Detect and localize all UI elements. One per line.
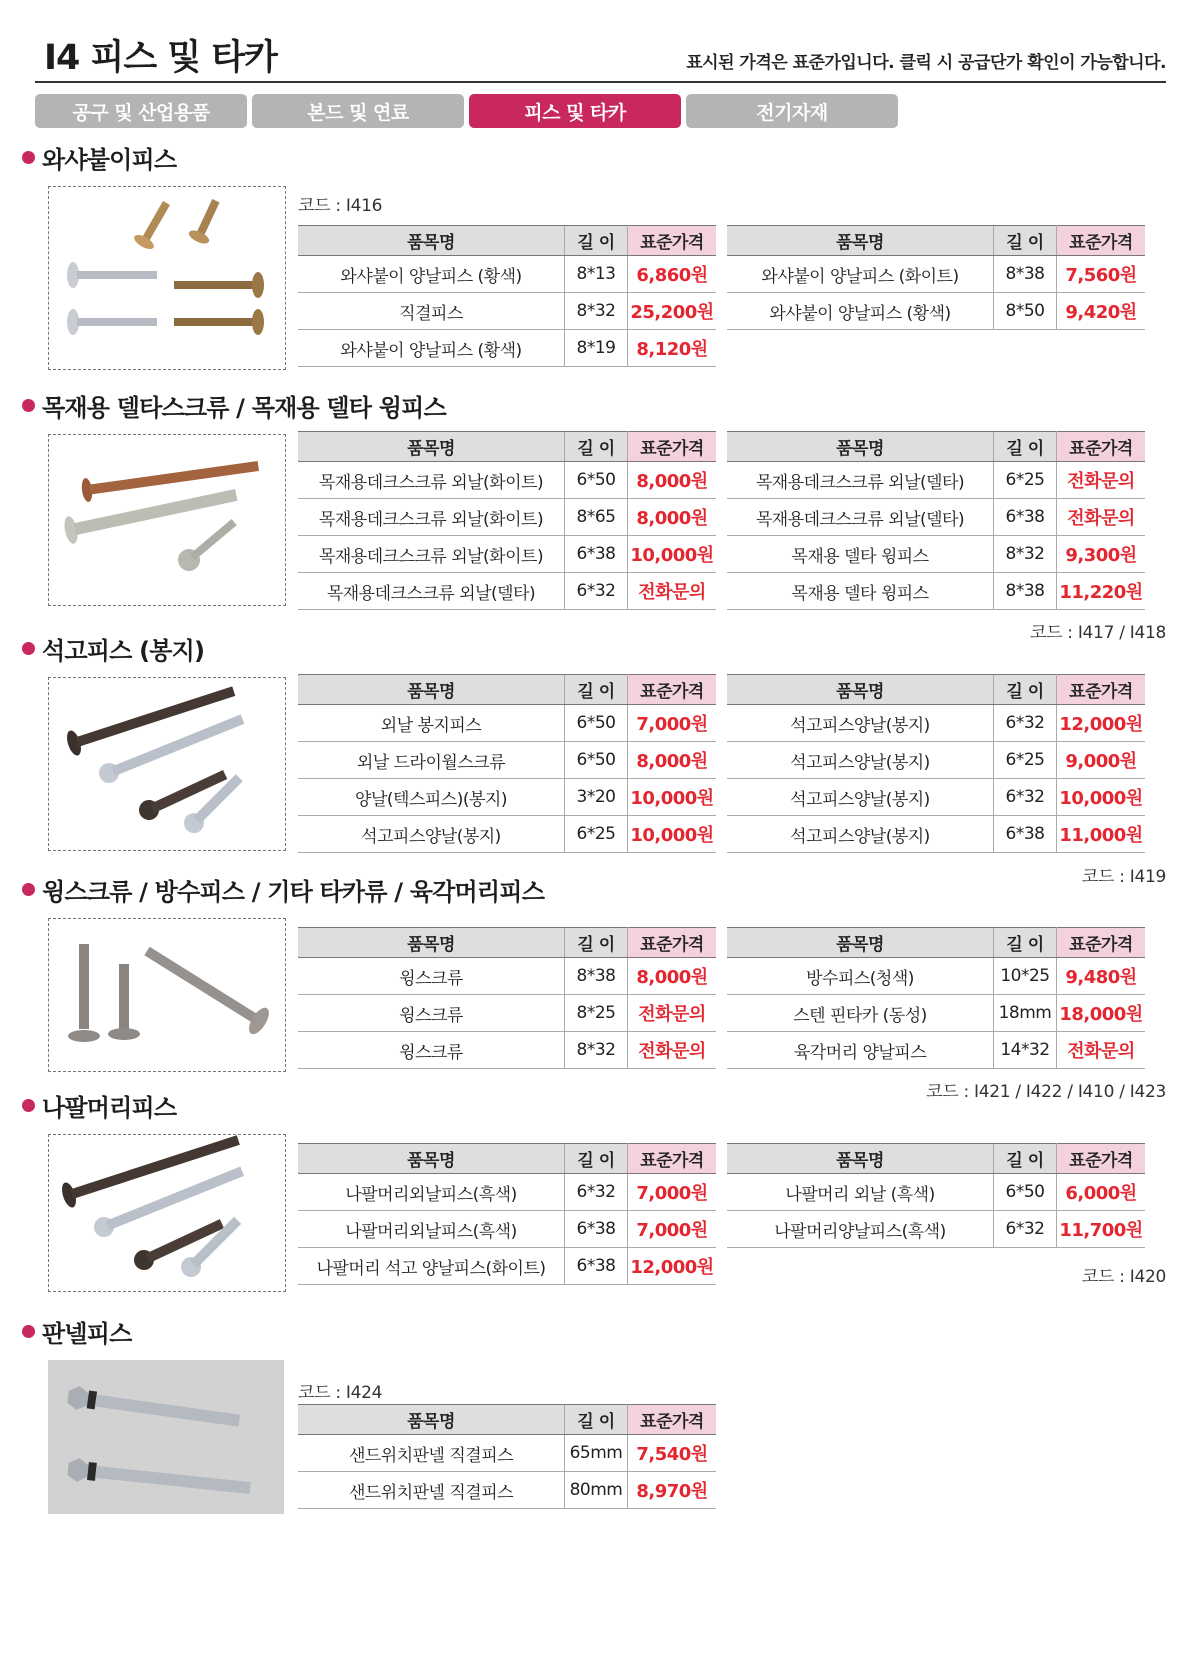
price-table-right bbox=[727, 1143, 1145, 1248]
price-table-left bbox=[298, 1143, 716, 1285]
item-name: 목재용데크스크류 외날(화이트) bbox=[298, 462, 565, 499]
item-price[interactable]: 12,000원 bbox=[1057, 705, 1146, 742]
table-row[interactable] bbox=[298, 779, 716, 816]
item-name: 윙스크류 bbox=[298, 995, 565, 1032]
col-header-length: 길 이 bbox=[565, 226, 628, 256]
col-header-length: 길 이 bbox=[994, 432, 1057, 462]
item-price[interactable]: 8,970원 bbox=[628, 1472, 717, 1509]
table-row[interactable] bbox=[727, 816, 1145, 853]
product-image-deck-screws bbox=[48, 434, 286, 606]
item-length: 6*32 bbox=[994, 1211, 1057, 1248]
item-name: 양날(텍스피스)(봉지) bbox=[298, 779, 565, 816]
item-name: 나팔머리 석고 양날피스(화이트) bbox=[298, 1248, 565, 1285]
item-name: 와샤붙이 양날피스 (황색) bbox=[727, 293, 994, 330]
bullet-icon bbox=[22, 399, 35, 412]
section-title-wing-screws: 윙스크류 / 방수피스 / 기타 타카류 / 육각머리피스 bbox=[22, 872, 544, 907]
item-name: 목재용데크스크류 외날(델타) bbox=[298, 573, 565, 610]
item-length: 6*32 bbox=[994, 779, 1057, 816]
item-price[interactable]: 10,000원 bbox=[628, 536, 717, 573]
tab-bond[interactable]: 본드 및 연료 bbox=[252, 94, 464, 128]
item-length: 6*50 bbox=[994, 1174, 1057, 1211]
table-row[interactable] bbox=[298, 499, 716, 536]
table-row[interactable] bbox=[298, 330, 716, 367]
item-length: 6*25 bbox=[994, 742, 1057, 779]
table-row[interactable] bbox=[727, 1211, 1145, 1248]
bullet-icon bbox=[22, 1325, 35, 1338]
table-row[interactable] bbox=[727, 958, 1145, 995]
table-row[interactable] bbox=[298, 256, 716, 293]
item-length: 8*65 bbox=[565, 499, 628, 536]
product-code: 코드 : I424 bbox=[298, 1383, 383, 1403]
tab-tools[interactable]: 공구 및 산업용품 bbox=[35, 94, 247, 128]
bugle-head-screws-icon bbox=[49, 1135, 285, 1291]
item-name: 나팔머리외날피스(흑색) bbox=[298, 1211, 565, 1248]
product-code: 코드 : I421 / I422 / I410 / I423 bbox=[926, 1082, 1166, 1102]
col-header-price: 표준가격 bbox=[628, 928, 717, 958]
item-length: 6*32 bbox=[994, 705, 1057, 742]
panel-screws-icon bbox=[48, 1360, 284, 1514]
item-name: 목재용데크스크류 외날(델타) bbox=[727, 462, 994, 499]
item-length: 6*25 bbox=[565, 816, 628, 853]
col-header-length: 길 이 bbox=[994, 1144, 1057, 1174]
item-length: 8*32 bbox=[565, 293, 628, 330]
item-name: 석고피스양날(봉지) bbox=[727, 705, 994, 742]
col-header-name: 품목명 bbox=[727, 432, 994, 462]
item-price[interactable]: 6,000원 bbox=[1057, 1174, 1146, 1211]
price-table-right bbox=[727, 674, 1145, 853]
product-image-wing-screws bbox=[48, 918, 286, 1072]
col-header-price: 표준가격 bbox=[1057, 226, 1146, 256]
col-header-price: 표준가격 bbox=[1057, 432, 1146, 462]
item-price[interactable]: 전화문의 bbox=[1057, 499, 1146, 536]
item-length: 18mm bbox=[994, 995, 1057, 1032]
table-row[interactable] bbox=[727, 995, 1145, 1032]
item-length: 65mm bbox=[565, 1435, 628, 1472]
col-header-length: 길 이 bbox=[565, 432, 628, 462]
item-name: 석고피스양날(봉지) bbox=[298, 816, 565, 853]
table-row[interactable] bbox=[298, 1435, 716, 1472]
table-row[interactable] bbox=[727, 499, 1145, 536]
item-price[interactable]: 10,000원 bbox=[628, 816, 717, 853]
item-name: 와샤붙이 양날피스 (황색) bbox=[298, 256, 565, 293]
price-table-left bbox=[298, 1404, 716, 1509]
table-row[interactable] bbox=[298, 1211, 716, 1248]
col-header-name: 품목명 bbox=[727, 226, 994, 256]
item-length: 6*50 bbox=[565, 462, 628, 499]
item-length: 8*38 bbox=[565, 958, 628, 995]
table-row[interactable] bbox=[727, 705, 1145, 742]
item-length: 6*38 bbox=[565, 1248, 628, 1285]
product-code: 코드 : I416 bbox=[298, 196, 383, 216]
item-length: 8*13 bbox=[565, 256, 628, 293]
table-row[interactable] bbox=[727, 1174, 1145, 1211]
item-length: 6*50 bbox=[565, 705, 628, 742]
item-name: 외날 드라이월스크류 bbox=[298, 742, 565, 779]
item-name: 윙스크류 bbox=[298, 958, 565, 995]
item-name: 목재용데크스크류 외날(델타) bbox=[727, 499, 994, 536]
col-header-name: 품목명 bbox=[298, 1405, 565, 1435]
product-code: 코드 : I417 / I418 bbox=[1029, 623, 1166, 643]
tab-screws[interactable]: 피스 및 타카 bbox=[469, 94, 681, 128]
col-header-length: 길 이 bbox=[565, 928, 628, 958]
item-price[interactable]: 7,000원 bbox=[628, 1174, 717, 1211]
item-name: 목재용 델타 윙피스 bbox=[727, 536, 994, 573]
table-row[interactable] bbox=[298, 536, 716, 573]
col-header-length: 길 이 bbox=[565, 1144, 628, 1174]
item-price[interactable]: 9,420원 bbox=[1057, 293, 1146, 330]
washer-screws-icon bbox=[49, 187, 285, 369]
col-header-name: 품목명 bbox=[727, 675, 994, 705]
item-length: 8*25 bbox=[565, 995, 628, 1032]
product-image-bugle-head-screws bbox=[48, 1134, 286, 1292]
table-row[interactable] bbox=[727, 1032, 1145, 1069]
table-row[interactable] bbox=[298, 705, 716, 742]
table-row[interactable] bbox=[298, 573, 716, 610]
item-name: 스텐 핀타카 (동성) bbox=[727, 995, 994, 1032]
col-header-price: 표준가격 bbox=[1057, 928, 1146, 958]
product-image-washer-screws bbox=[48, 186, 286, 370]
table-row[interactable] bbox=[298, 958, 716, 995]
price-table-right bbox=[727, 927, 1145, 1069]
item-price[interactable]: 전화문의 bbox=[1057, 1032, 1146, 1069]
bullet-icon bbox=[22, 151, 35, 164]
item-name: 석고피스양날(봉지) bbox=[727, 779, 994, 816]
col-header-name: 품목명 bbox=[727, 928, 994, 958]
product-image-drywall-screws bbox=[48, 677, 286, 851]
section-title-panel-screws: 판넬피스 bbox=[22, 1314, 132, 1349]
item-price[interactable]: 8,000원 bbox=[628, 499, 717, 536]
item-price[interactable]: 전화문의 bbox=[1057, 462, 1146, 499]
table-row[interactable] bbox=[298, 293, 716, 330]
col-header-name: 품목명 bbox=[298, 1144, 565, 1174]
item-length: 6*32 bbox=[565, 573, 628, 610]
item-name: 샌드위치판넬 직결피스 bbox=[298, 1472, 565, 1509]
table-row[interactable] bbox=[298, 1032, 716, 1069]
item-price[interactable]: 8,000원 bbox=[628, 742, 717, 779]
table-row[interactable] bbox=[727, 462, 1145, 499]
page-title: I4 피스 및 타카 bbox=[44, 38, 277, 78]
item-name: 육각머리 양날피스 bbox=[727, 1032, 994, 1069]
item-price[interactable]: 8,000원 bbox=[628, 958, 717, 995]
item-price[interactable]: 11,700원 bbox=[1057, 1211, 1146, 1248]
item-length: 8*32 bbox=[565, 1032, 628, 1069]
item-length: 6*38 bbox=[565, 536, 628, 573]
col-header-length: 길 이 bbox=[994, 226, 1057, 256]
table-row[interactable] bbox=[298, 816, 716, 853]
item-length: 6*38 bbox=[994, 816, 1057, 853]
item-price[interactable]: 7,560원 bbox=[1057, 256, 1146, 293]
item-length: 6*38 bbox=[994, 499, 1057, 536]
item-name: 나팔머리 외날 (흑색) bbox=[727, 1174, 994, 1211]
item-length: 8*50 bbox=[994, 293, 1057, 330]
col-header-name: 품목명 bbox=[298, 226, 565, 256]
col-header-price: 표준가격 bbox=[1057, 675, 1146, 705]
price-table-left bbox=[298, 674, 716, 853]
item-price[interactable]: 9,480원 bbox=[1057, 958, 1146, 995]
table-row[interactable] bbox=[727, 256, 1145, 293]
tab-electrical[interactable]: 전기자재 bbox=[686, 94, 898, 128]
item-name: 목재용데크스크류 외날(화이트) bbox=[298, 536, 565, 573]
item-price[interactable]: 8,000원 bbox=[628, 462, 717, 499]
bullet-icon bbox=[22, 883, 35, 896]
section-title-washer: 와샤붙이피스 bbox=[22, 140, 176, 175]
item-name: 목재용데크스크류 외날(화이트) bbox=[298, 499, 565, 536]
item-name: 직결피스 bbox=[298, 293, 565, 330]
section-title-drywall: 석고피스 (봉지) bbox=[22, 631, 204, 666]
item-name: 석고피스양날(봉지) bbox=[727, 742, 994, 779]
item-length: 3*20 bbox=[565, 779, 628, 816]
price-table-right bbox=[727, 431, 1145, 610]
item-length: 6*50 bbox=[565, 742, 628, 779]
col-header-price: 표준가격 bbox=[628, 226, 717, 256]
item-price[interactable]: 12,000원 bbox=[628, 1248, 717, 1285]
item-price[interactable]: 11,000원 bbox=[1057, 816, 1146, 853]
item-price[interactable]: 9,000원 bbox=[1057, 742, 1146, 779]
table-row[interactable] bbox=[298, 742, 716, 779]
col-header-length: 길 이 bbox=[565, 675, 628, 705]
table-row[interactable] bbox=[727, 779, 1145, 816]
table-row[interactable] bbox=[727, 293, 1145, 330]
item-price[interactable]: 25,200원 bbox=[628, 293, 717, 330]
col-header-name: 품목명 bbox=[298, 432, 565, 462]
item-price[interactable]: 6,860원 bbox=[628, 256, 717, 293]
item-length: 8*32 bbox=[994, 536, 1057, 573]
drywall-screws-icon bbox=[49, 678, 285, 850]
col-header-name: 품목명 bbox=[298, 675, 565, 705]
item-price[interactable]: 전화문의 bbox=[628, 1032, 717, 1069]
item-length: 8*19 bbox=[565, 330, 628, 367]
price-table-left bbox=[298, 431, 716, 610]
col-header-name: 품목명 bbox=[727, 1144, 994, 1174]
item-name: 목재용 델타 윙피스 bbox=[727, 573, 994, 610]
item-name: 와샤붙이 양날피스 (황색) bbox=[298, 330, 565, 367]
table-row[interactable] bbox=[727, 742, 1145, 779]
item-price[interactable]: 전화문의 bbox=[628, 573, 717, 610]
col-header-price: 표준가격 bbox=[628, 675, 717, 705]
item-price[interactable]: 18,000원 bbox=[1057, 995, 1146, 1032]
product-image-panel-screws bbox=[48, 1360, 284, 1514]
col-header-price: 표준가격 bbox=[628, 1405, 717, 1435]
item-price[interactable]: 7,540원 bbox=[628, 1435, 717, 1472]
category-tabs bbox=[35, 94, 898, 128]
item-price[interactable]: 7,000원 bbox=[628, 1211, 717, 1248]
col-header-length: 길 이 bbox=[565, 1405, 628, 1435]
table-row[interactable] bbox=[298, 1248, 716, 1285]
table-row[interactable] bbox=[298, 1174, 716, 1211]
table-row[interactable] bbox=[298, 995, 716, 1032]
item-name: 나팔머리양날피스(흑색) bbox=[727, 1211, 994, 1248]
product-code: 코드 : I420 bbox=[1081, 1267, 1166, 1287]
table-row[interactable] bbox=[298, 1472, 716, 1509]
section-title-deck-screws: 목재용 델타스크류 / 목재용 델타 윙피스 bbox=[22, 388, 446, 423]
bullet-icon bbox=[22, 642, 35, 655]
item-length: 8*38 bbox=[994, 256, 1057, 293]
col-header-name: 품목명 bbox=[298, 928, 565, 958]
col-header-length: 길 이 bbox=[994, 928, 1057, 958]
table-row[interactable] bbox=[727, 573, 1145, 610]
table-row[interactable] bbox=[298, 462, 716, 499]
item-price[interactable]: 11,220원 bbox=[1057, 573, 1146, 610]
deck-screws-icon bbox=[49, 435, 285, 605]
bullet-icon bbox=[22, 1099, 35, 1112]
header-divider bbox=[35, 81, 1166, 83]
item-length: 80mm bbox=[565, 1472, 628, 1509]
item-price[interactable]: 8,120원 bbox=[628, 330, 717, 367]
col-header-length: 길 이 bbox=[994, 675, 1057, 705]
item-price[interactable]: 전화문의 bbox=[628, 995, 717, 1032]
item-name: 석고피스양날(봉지) bbox=[727, 816, 994, 853]
item-length: 6*38 bbox=[565, 1211, 628, 1248]
price-table-right bbox=[727, 225, 1145, 330]
section-title-bugle-head: 나팔머리피스 bbox=[22, 1088, 176, 1123]
item-name: 와샤붙이 양날피스 (화이트) bbox=[727, 256, 994, 293]
item-name: 나팔머리외날피스(흑색) bbox=[298, 1174, 565, 1211]
table-row[interactable] bbox=[727, 536, 1145, 573]
col-header-price: 표준가격 bbox=[628, 1144, 717, 1174]
item-length: 6*32 bbox=[565, 1174, 628, 1211]
item-price[interactable]: 10,000원 bbox=[628, 779, 717, 816]
item-length: 10*25 bbox=[994, 958, 1057, 995]
col-header-price: 표준가격 bbox=[628, 432, 717, 462]
price-notice: 표시된 가격은 표준가입니다. 클릭 시 공급단가 확인이 가능합니다. bbox=[686, 53, 1166, 73]
item-price[interactable]: 10,000원 bbox=[1057, 779, 1146, 816]
item-length: 6*25 bbox=[994, 462, 1057, 499]
price-table-left bbox=[298, 225, 716, 367]
item-length: 8*38 bbox=[994, 573, 1057, 610]
item-price[interactable]: 7,000원 bbox=[628, 705, 717, 742]
item-length: 14*32 bbox=[994, 1032, 1057, 1069]
product-code: 코드 : I419 bbox=[1081, 867, 1166, 887]
wing-screws-icon bbox=[49, 919, 285, 1071]
item-name: 윙스크류 bbox=[298, 1032, 565, 1069]
item-name: 방수피스(청색) bbox=[727, 958, 994, 995]
item-name: 샌드위치판넬 직결피스 bbox=[298, 1435, 565, 1472]
price-table-left bbox=[298, 927, 716, 1069]
col-header-price: 표준가격 bbox=[1057, 1144, 1146, 1174]
item-price[interactable]: 9,300원 bbox=[1057, 536, 1146, 573]
item-name: 외날 봉지피스 bbox=[298, 705, 565, 742]
